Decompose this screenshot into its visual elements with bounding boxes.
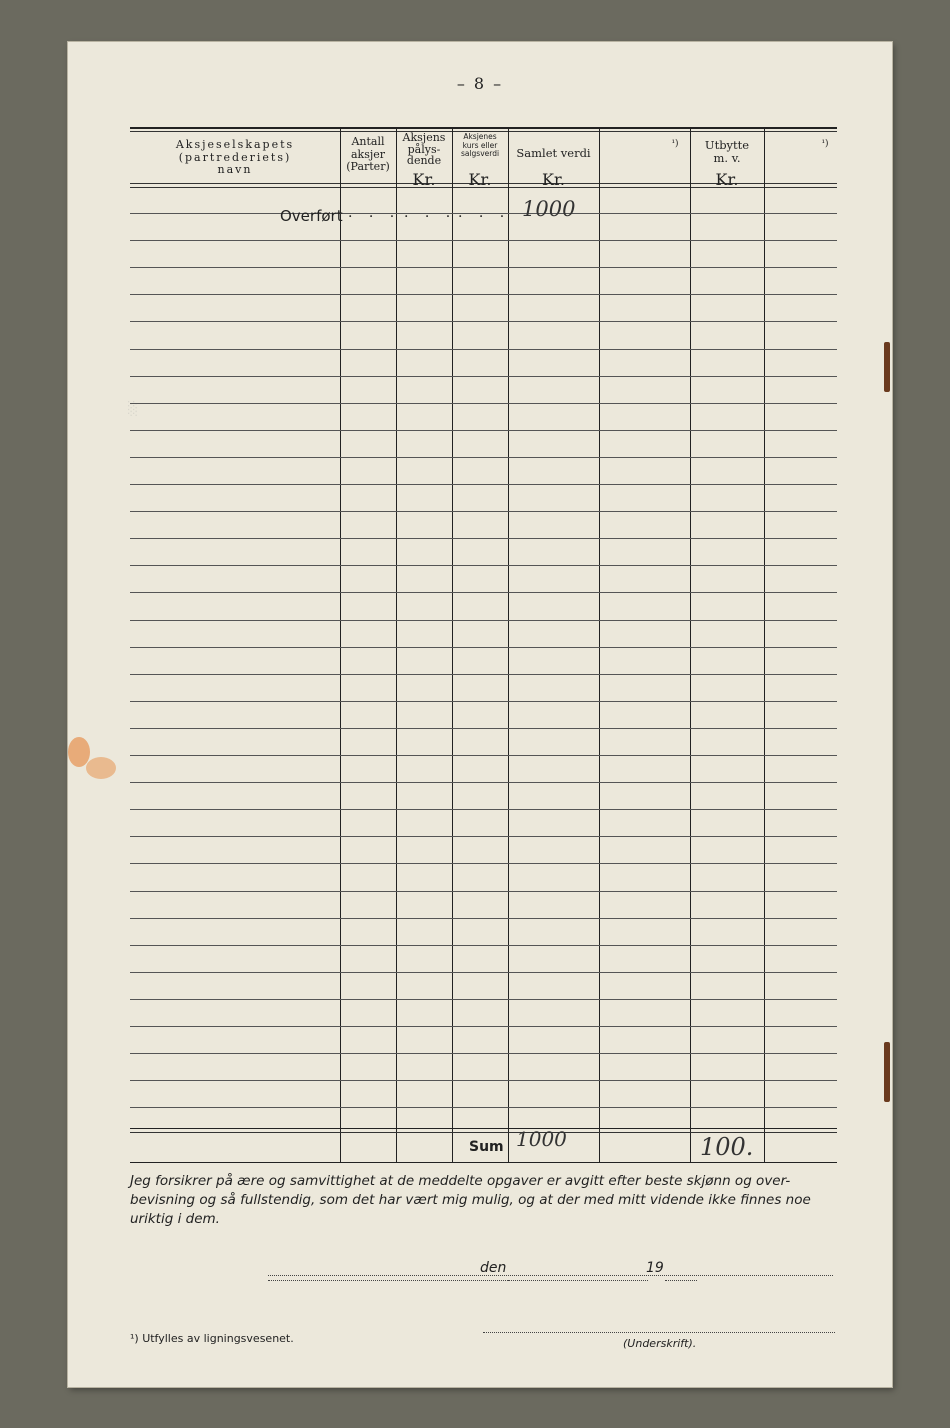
document-page xyxy=(68,42,892,1387)
table-row-rule xyxy=(130,349,837,350)
column-header-total-value: Samlet verdi xyxy=(516,146,591,160)
table-row-rule xyxy=(130,674,837,675)
sum-label: Sum xyxy=(469,1139,504,1155)
table-row-rule xyxy=(130,809,837,810)
staple-bottom xyxy=(884,1042,890,1102)
staple-top xyxy=(884,342,890,392)
bleed-through-text: ░ xyxy=(128,402,138,417)
date-year-label: 19 xyxy=(646,1260,664,1276)
carried-over-total-handwritten: 1000 xyxy=(522,197,576,221)
date-den-label: den xyxy=(480,1260,507,1276)
column-header-par-value: Aksjens pålys- dende xyxy=(402,131,446,168)
table-row-rule xyxy=(130,592,837,593)
table-row-rule xyxy=(130,782,837,783)
table-row-rule xyxy=(130,647,837,648)
table-row-rule xyxy=(130,972,837,973)
table-row-rule xyxy=(130,1107,837,1108)
table-row-rule xyxy=(130,511,837,512)
table-row-rule xyxy=(130,728,837,729)
date-line-year xyxy=(665,1280,697,1281)
declaration-text: Jeg forsikrer på ære og samvittighet at de meddelte opgaver er avgitt efter beste skjønn og over- bevisning og så fullstendig, som det har vært mig mulig, og at der med mitt vidende ikke finnes noe uriktig i dem. xyxy=(130,1173,811,1227)
table-row-rule xyxy=(130,1053,837,1054)
column-header-footnote-1: ¹) xyxy=(671,139,679,149)
page-number: – 8 – xyxy=(456,74,504,93)
column-header-dividend-unit: Kr. xyxy=(715,170,739,189)
column-header-company-name: Aksjeselskapets (partrederiets) navn xyxy=(175,138,295,177)
table-row-rule xyxy=(130,267,837,268)
place-line xyxy=(268,1275,833,1276)
date-line-left xyxy=(268,1280,508,1281)
table-row-rule xyxy=(130,1026,837,1027)
table-row-rule xyxy=(130,430,837,431)
table-row-rule xyxy=(130,376,837,377)
table-row-rule xyxy=(130,240,837,241)
table-row-rule xyxy=(130,403,837,404)
column-header-dividend: Utbytte m. v. xyxy=(704,138,750,166)
shares-table xyxy=(130,127,837,1162)
table-row-rule xyxy=(130,484,837,485)
footnote: ¹) Utfylles av ligningsvesenet. xyxy=(130,1332,294,1345)
column-header-market-value-unit: Kr. xyxy=(468,170,492,189)
column-header-par-value-unit: Kr. xyxy=(412,170,436,189)
carried-over-dots-par: . . . xyxy=(404,205,457,221)
table-row-rule xyxy=(130,321,837,322)
table-row-rule xyxy=(130,755,837,756)
sum-dividend-handwritten: 100. xyxy=(700,1133,754,1161)
table-row-rule xyxy=(130,945,837,946)
column-header-footnote-2: ¹) xyxy=(821,139,829,149)
table-row-rule xyxy=(130,863,837,864)
date-line-middle xyxy=(508,1280,648,1281)
carried-over-dots-market: . . . xyxy=(458,205,511,221)
carried-over-dots-shares: . . . xyxy=(348,205,401,221)
table-row-rule xyxy=(130,836,837,837)
table-row-rule xyxy=(130,538,837,539)
signature-line xyxy=(483,1332,835,1333)
column-header-number-of-shares: Antall aksjer (Parter) xyxy=(346,135,390,174)
table-row-rule xyxy=(130,565,837,566)
signature-caption: (Underskrift). xyxy=(623,1337,697,1350)
table-row-rule xyxy=(130,701,837,702)
table-row-rule xyxy=(130,999,837,1000)
rust-stain-2 xyxy=(86,757,116,779)
column-header-market-value: Aksjenes kurs eller salgsverdi xyxy=(460,132,500,159)
column-header-total-value-unit: Kr. xyxy=(542,170,565,189)
table-row-rule xyxy=(130,457,837,458)
table-row-rule xyxy=(130,1080,837,1081)
sum-total-handwritten: 1000 xyxy=(516,1127,567,1151)
table-row-rule xyxy=(130,620,837,621)
table-row-rule xyxy=(130,294,837,295)
carried-over-label: Overført xyxy=(280,207,343,225)
table-row-rule xyxy=(130,918,837,919)
table-row-rule xyxy=(130,891,837,892)
